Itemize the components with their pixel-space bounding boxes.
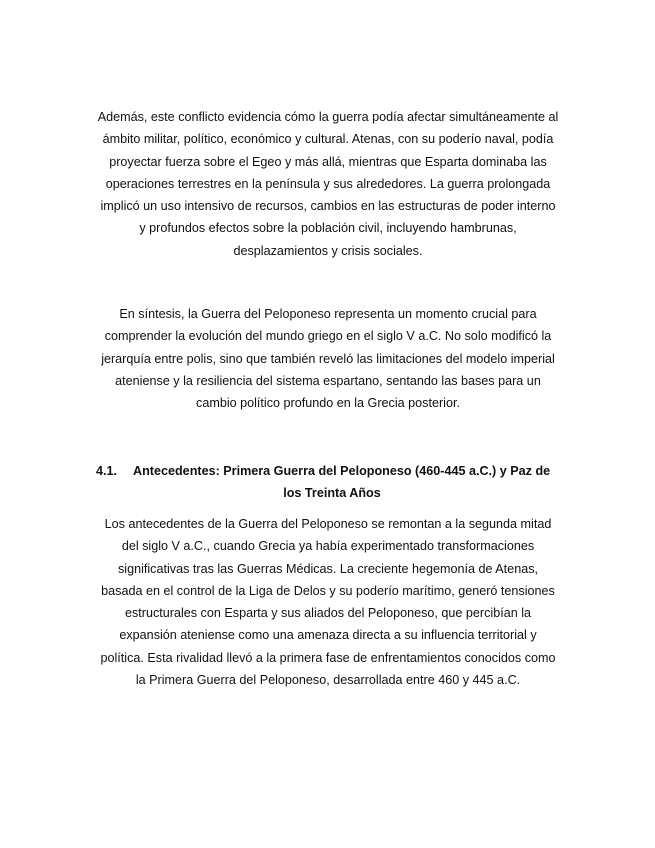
text-line: expansión ateniense como una amenaza directa a su influencia territorial y (119, 628, 537, 643)
text-line: ámbito militar, político, económico y cultural. Atenas, con su poderío naval, podía (102, 132, 554, 147)
text-line: Los antecedentes de la Guerra del Peloponeso se remontan a la segunda mitad (104, 517, 552, 531)
text-line: estructurales con Esparta y sus aliados del Peloponeso, que percibían la (124, 606, 532, 621)
text-line: proyectar fuerza sobre el Egeo y más allá, mientras que Esparta dominaba las (109, 154, 547, 169)
section-heading-line1 (96, 460, 576, 482)
text-line: la Primera Guerra del Peloponeso, desarrollada entre 460 y 445 a.C. (135, 673, 521, 688)
text-line: jerarquía entre polis, sino que también reveló las limitaciones del modelo imperial (101, 351, 555, 366)
paragraph-background (88, 513, 568, 691)
text-line: ateniense y la resiliencia del sistema espartano, sentando las bases para un (115, 373, 541, 388)
section-title-text: Antecedentes: Primera Guerra del Peloponeso (460-445 a.C.) y Paz de (133, 464, 551, 478)
text-line: cambio político profundo en la Grecia posterior. (196, 396, 460, 411)
text-line: En síntesis, la Guerra del Peloponeso representa un momento crucial para (119, 307, 537, 321)
section-heading (96, 460, 576, 505)
text-line: y profundos efectos sobre la población civil, incluyendo hambrunas, (139, 221, 517, 236)
text-line: operaciones terrestres en la península y sus alrededores. La guerra prolongada (105, 176, 551, 191)
text-line: Además, este conflicto evidencia cómo la guerra podía afectar simultáneamente al (97, 110, 559, 124)
text-line: significativas tras las Guerras Médicas. La creciente hegemonía de Atenas, (117, 561, 538, 576)
text-line: basada en el control de la Liga de Delos y su poderío marítimo, generó tensiones (101, 583, 555, 598)
text-line: del siglo V a.C., cuando Grecia ya había experimentado transformaciones (121, 539, 535, 554)
paragraph-conflict-effects (88, 106, 568, 262)
text-line: política. Esta rivalidad llevó a la primera fase de enfrentamientos conocidos como (100, 650, 556, 665)
section-heading-line2: los Treinta Años (283, 486, 381, 501)
text-line: comprender la evolución del mundo griego en el siglo V a.C. No solo modificó la (104, 329, 552, 344)
paragraph-synthesis (88, 303, 568, 414)
text-line: desplazamientos y crisis sociales. (233, 243, 423, 258)
text-line: implicó un uso intensivo de recursos, cambios en las estructuras de poder interno (100, 199, 556, 214)
section-number: 4.1. (96, 464, 118, 478)
